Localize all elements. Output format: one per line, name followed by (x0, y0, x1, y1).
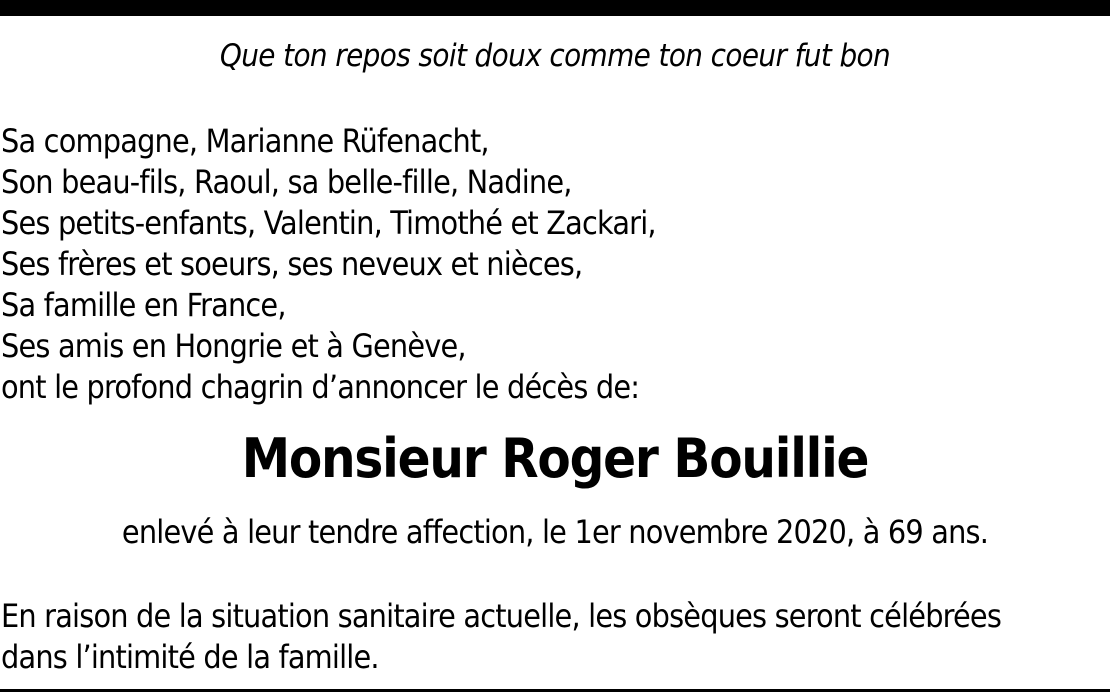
family-announcement (1, 121, 656, 408)
family-line: Sa compagne, Marianne Rüfenacht, (1, 122, 489, 160)
family-line: Sa famille en France, (1, 286, 286, 324)
funeral-note-line: En raison de la situation sanitaire actuelle, les obsèques seront célébrées (1, 597, 1002, 635)
deceased-name: Monsieur Roger Bouillie (241, 427, 869, 490)
family-line: Son beau-fils, Raoul, sa belle-fille, Nadine, (1, 163, 572, 201)
funeral-note-line: dans l’intimité de la famille. (1, 638, 379, 676)
family-line: Ses frères et soeurs, ses neveux et nièces, (1, 245, 583, 283)
death-details: enlevé à leur tendre affection, le 1er novembre 2020, à 69 ans. (121, 513, 989, 551)
announcement-line: ont le profond chagrin d’annoncer le décès de: (1, 368, 640, 406)
family-line: Ses amis en Hongrie et à Genève, (1, 327, 466, 365)
epigraph: Que ton repos soit doux comme ton coeur fut bon (219, 38, 891, 74)
funeral-note (1, 596, 1001, 678)
top-border-rule (0, 0, 1110, 16)
bottom-border-rule (0, 689, 1110, 692)
family-line: Ses petits-enfants, Valentin, Timothé et Zackari, (1, 204, 656, 242)
